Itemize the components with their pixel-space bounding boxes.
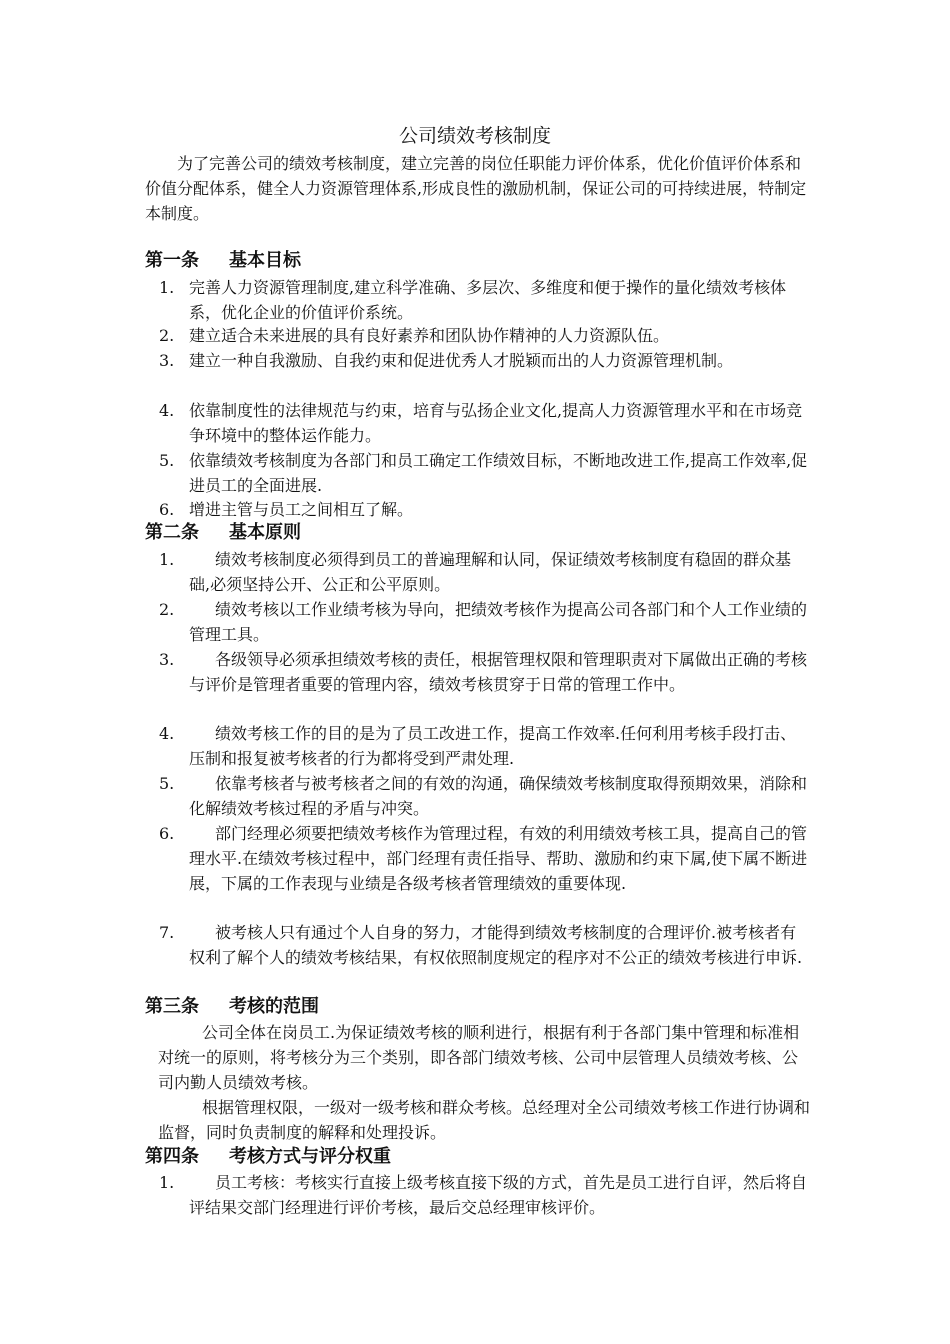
item-number: 1. [159, 278, 175, 297]
item-text: 依靠绩效考核制度为各部门和员工确定工作绩效目标，不断地改进工作,提高工作效率,促进员工的全面进展. [189, 451, 808, 495]
item-text: 员工考核：考核实行直接上级考核直接下级的方式，首先是员工进行自评，然后将自评结果交部门经理进行评价考核，最后交总经理审核评价。 [189, 1173, 808, 1217]
item-number: 4. [159, 401, 175, 420]
item-text: 部门经理必须要把绩效考核作为管理过程，有效的利用绩效考核工具，提高自己的管理水平.在绩效考核过程中，部门经理有责任指导、帮助、激励和约束下属,使下属不断进展，下属的工作表现与业绩是各级考核者管理绩效的重要体现. [189, 824, 808, 893]
list-item [145, 771, 810, 821]
item-text: 绩效考核制度必须得到员工的普遍理解和认同，保证绩效考核制度有稳固的群众基础,必须坚持公开、公正和公平原则。 [189, 550, 792, 594]
item-text: 各级领导必须承担绩效考核的责任，根据管理权限和管理职责对下属做出正确的考核与评价是管理者重要的管理内容，绩效考核贯穿于日常的管理工作中。 [189, 650, 808, 694]
document-title: 公司绩效考核制度 [398, 125, 551, 147]
section-label: 第四条 [145, 1146, 199, 1167]
section-1-heading [145, 249, 301, 273]
section-3-heading [145, 995, 319, 1019]
item-number: 5. [159, 451, 175, 470]
list-item [145, 275, 810, 325]
section-name: 基本原则 [229, 522, 301, 543]
list-item [145, 721, 810, 771]
item-number: 5. [159, 774, 175, 793]
item-text: 绩效考核工作的目的是为了员工改进工作，提高工作效率.任何利用考核手段打击、压制和报复被考核者的行为都将受到严肃处理. [189, 724, 797, 768]
item-text: 绩效考核以工作业绩考核为导向，把绩效考核作为提高公司各部门和个人工作业绩的管理工具。 [189, 600, 808, 644]
item-text: 建立适合未来进展的具有良好素养和团队协作精神的人力资源队伍。 [189, 326, 670, 345]
section-3-paragraph-1: 公司全体在岗员工.为保证绩效考核的顺利进行，根据有利于各部门集中管理和标准相对统一的原则，将考核分为三个类别，即各部门绩效考核、公司中层管理人员绩效考核、公司内勤人员绩效考核。 [158, 1023, 800, 1092]
section-4-heading [145, 1145, 391, 1169]
item-number: 4. [159, 724, 175, 743]
intro-paragraph: 为了完善公司的绩效考核制度，建立完善的岗位任职能力评价体系，优化价值评价体系和价值分配体系，健全人力资源管理体系,形成良性的激励机制，保证公司的可持续进展，特制定本制度。 [145, 154, 807, 223]
section-label: 第三条 [145, 996, 199, 1017]
item-text: 被考核人只有通过个人自身的努力，才能得到绩效考核制度的合理评价.被考核者有权利了解个人的绩效考核结果，有权依照制度规定的程序对不公正的绩效考核进行申诉. [189, 923, 803, 967]
section-name: 考核的范围 [229, 996, 319, 1017]
item-text: 依靠考核者与被考核者之间的有效的沟通，确保绩效考核制度取得预期效果，消除和化解绩效考核过程的矛盾与冲突。 [189, 774, 808, 818]
item-text: 增进主管与员工之间相互了解。 [189, 500, 414, 519]
list-item [145, 497, 810, 522]
list-item [145, 398, 810, 448]
item-number: 2. [159, 600, 175, 619]
list-item [145, 348, 810, 373]
list-item [145, 647, 810, 697]
list-item [145, 448, 810, 498]
list-item [145, 920, 810, 970]
item-number: 3. [159, 351, 175, 370]
item-text: 完善人力资源管理制度,建立科学准确、多层次、多维度和便于操作的量化绩效考核体系，优化企业的价值评价系统。 [189, 278, 787, 322]
item-number: 1. [159, 550, 175, 569]
list-item [145, 323, 810, 348]
list-item [145, 597, 810, 647]
list-item [145, 1170, 810, 1220]
section-label: 第二条 [145, 522, 199, 543]
section-name: 基本目标 [229, 250, 301, 271]
item-number: 2. [159, 326, 175, 345]
list-item [145, 821, 810, 896]
section-name: 考核方式与评分权重 [229, 1146, 391, 1167]
item-number: 7. [159, 923, 175, 942]
list-item [145, 547, 810, 597]
item-number: 6. [159, 500, 175, 519]
item-number: 3. [159, 650, 175, 669]
section-3-paragraph-2: 根据管理权限，一级对一级考核和群众考核。总经理对全公司绩效考核工作进行协调和监督，同时负责制度的解释和处理投诉。 [158, 1098, 811, 1142]
section-2-heading [145, 521, 301, 545]
item-text: 建立一种自我激励、自我约束和促进优秀人才脱颖而出的人力资源管理机制。 [189, 351, 734, 370]
item-text: 依靠制度性的法律规范与约束，培育与弘扬企业文化,提高人力资源管理水平和在市场竞争环境中的整体运作能力。 [189, 401, 803, 445]
section-label: 第一条 [145, 250, 199, 271]
item-number: 1. [159, 1173, 175, 1192]
item-number: 6. [159, 824, 175, 843]
